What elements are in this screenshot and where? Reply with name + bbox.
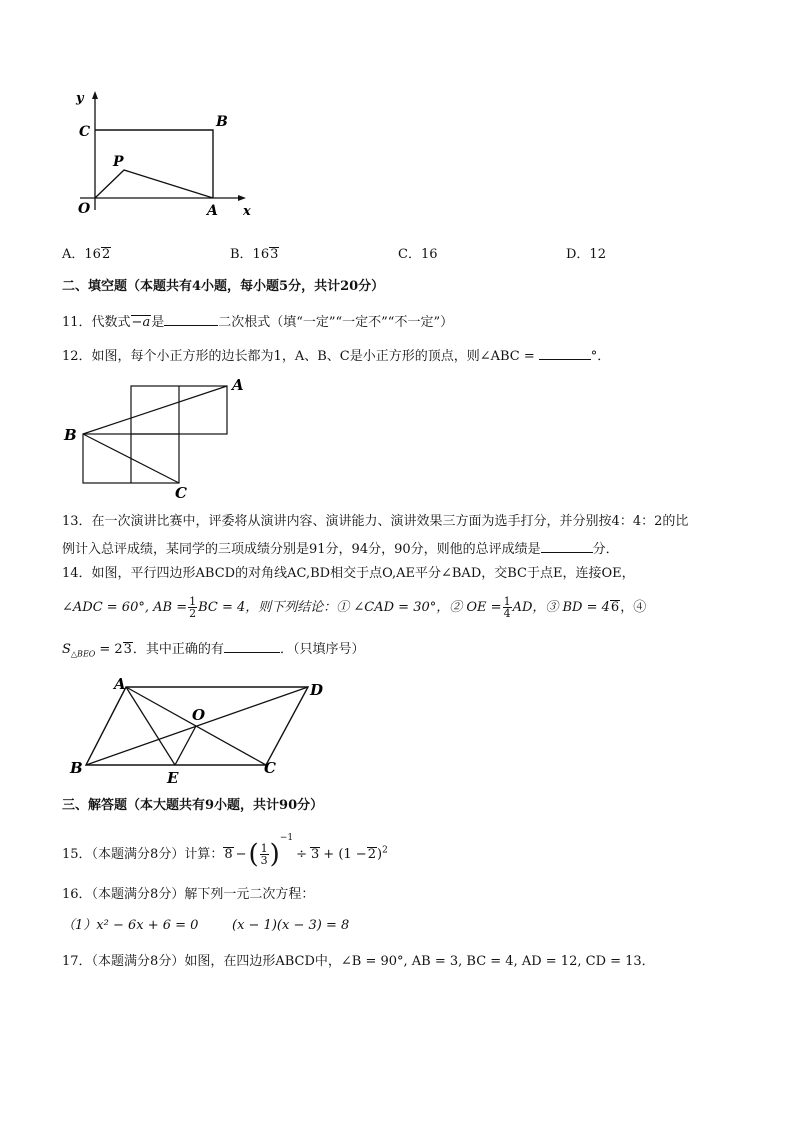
- q14-l2b: BC = 4，则下列结论：① ∠CAD = 30°，② OE =: [198, 600, 502, 615]
- label-b: B: [64, 426, 77, 444]
- q14-frac-quarter: [503, 596, 512, 619]
- option-a-text: A．16: [62, 247, 101, 262]
- option-d: D．12: [566, 247, 606, 262]
- label-p: P: [113, 154, 124, 170]
- q15-exponent: −1: [279, 833, 294, 843]
- y-axis-arrow: [92, 91, 98, 99]
- path-opa: [95, 170, 213, 198]
- q14-l3c: ．其中正确的有: [132, 642, 224, 657]
- label-c: C: [264, 759, 276, 777]
- q13-text: 例计入总评成绩，某同学的三项成绩分别是91分，94分，90分，则他的总评成绩是: [62, 542, 541, 557]
- label-y: y: [76, 91, 84, 106]
- label-c: C: [175, 484, 187, 502]
- q13-unit: 分．: [592, 542, 619, 557]
- q14-answer-blank[interactable]: [224, 640, 280, 653]
- option-a-sqrt: 2: [101, 247, 111, 262]
- q14-l3b: = 2: [99, 642, 123, 657]
- figure-q14: [62, 675, 342, 790]
- question-13-line-1: 13．在一次演讲比赛中，评委将从演讲内容、演讲能力、演讲效果三方面为选手打分，并分别按4：4：2的比: [62, 514, 689, 529]
- q11-answer-blank[interactable]: [164, 313, 218, 326]
- label-b: B: [70, 759, 83, 777]
- label-e: E: [167, 769, 179, 787]
- x-axis-arrow: [238, 195, 246, 201]
- q14-sqrt3: 3: [123, 642, 132, 657]
- frac-denominator: 2: [189, 607, 197, 620]
- question-11: [62, 313, 453, 331]
- q15-lparen: (: [248, 839, 259, 870]
- q13-answer-blank[interactable]: [541, 540, 593, 553]
- q11-mid: 是: [151, 315, 165, 330]
- q14-s: S: [62, 642, 71, 657]
- q15-square: 2: [382, 845, 388, 856]
- q16-equation-2: (x − 1)(x − 3) = 8: [232, 918, 350, 933]
- question-17: 17．（本题满分8分）如图，在四边形ABCD中，∠B = 90°, AB = 3, BC = 4, AD = 12, CD = 13．: [62, 954, 655, 969]
- q15-frac-third: [260, 843, 269, 866]
- question-16: 16．（本题满分8分）解下列一元二次方程：: [62, 887, 315, 902]
- q16-equation-1: （1）x² − 6x + 6 = 0: [62, 918, 199, 933]
- section-2-title: 二、填空题（本题共有4小题，每小题5分，共计20分）: [62, 279, 385, 294]
- label-o: O: [192, 706, 206, 724]
- option-b-text: B．16: [230, 247, 270, 262]
- label-a: A: [232, 376, 244, 394]
- q14-l2a: ∠ADC = 60°, AB =: [62, 600, 188, 615]
- label-a: A: [114, 675, 126, 693]
- q15-sqrt2: 2: [367, 847, 376, 862]
- q14-s-sub: △BEO: [70, 649, 96, 659]
- section-3-title: 三、解答题（本大题共有9小题，共计90分）: [62, 798, 324, 813]
- segment-ba: [83, 386, 227, 434]
- q11-radical: −a: [131, 315, 151, 330]
- q11-pre: 11．代数式: [62, 315, 131, 330]
- q14-frac-half: [188, 596, 197, 619]
- q15-minus: −: [235, 847, 247, 862]
- q12-text: 12．如图，每个小正方形的边长都为1，A、B、C是小正方形的顶点，则∠ABC =: [62, 349, 535, 364]
- question-14-line-1: 14．如图，平行四边形ABCD的对角线AC,BD相交于点O,AE平分∠BAD，交BC于点E，连接OE，: [62, 566, 635, 581]
- frac-denominator: 4: [503, 607, 511, 620]
- label-o: O: [78, 201, 91, 217]
- label-a: A: [207, 203, 218, 219]
- frac-numerator: 1: [260, 842, 268, 855]
- frac-denominator: 3: [260, 854, 268, 867]
- q14-l2d: ，④: [620, 600, 647, 615]
- option-a: [62, 247, 111, 263]
- q15-div: ÷: [296, 847, 308, 862]
- label-d: D: [310, 681, 324, 699]
- label-c: C: [79, 124, 91, 140]
- label-b: B: [216, 114, 228, 130]
- figure-q10: [70, 88, 260, 223]
- question-13-line-2: [62, 540, 619, 558]
- label-x: x: [243, 204, 251, 219]
- q15-rparen: ): [269, 839, 280, 870]
- q15-plus: + (1 −: [323, 847, 367, 862]
- q12-unit: °．: [590, 349, 611, 364]
- option-b-sqrt: 3: [270, 247, 279, 262]
- frac-numerator: 1: [503, 595, 511, 608]
- segment-ae: [126, 687, 175, 765]
- q15-pre: 15．（本题满分8分）计算：: [62, 847, 224, 862]
- segment-oe: [175, 726, 196, 765]
- option-c: C．16: [398, 247, 438, 262]
- option-b: [230, 247, 279, 263]
- question-14-line-2: [62, 596, 646, 619]
- question-12: [62, 347, 610, 365]
- q15-close: ): [376, 847, 383, 862]
- q14-l2c: AD，③ BD = 4: [512, 600, 610, 615]
- q15-sqrt3: 3: [311, 847, 320, 862]
- frac-numerator: 1: [189, 595, 197, 608]
- q12-answer-blank[interactable]: [539, 347, 591, 360]
- question-14-line-3: [62, 640, 364, 658]
- q14-sqrt6: 6: [610, 600, 620, 615]
- figure-q12: [60, 372, 260, 502]
- q11-post: 二次根式（填“一定”“一定不”“不一定”）: [218, 315, 454, 330]
- question-15: [62, 833, 388, 870]
- q15-sqrt8: 8: [224, 847, 233, 862]
- q14-l3d: ．（只填序号）: [279, 642, 365, 657]
